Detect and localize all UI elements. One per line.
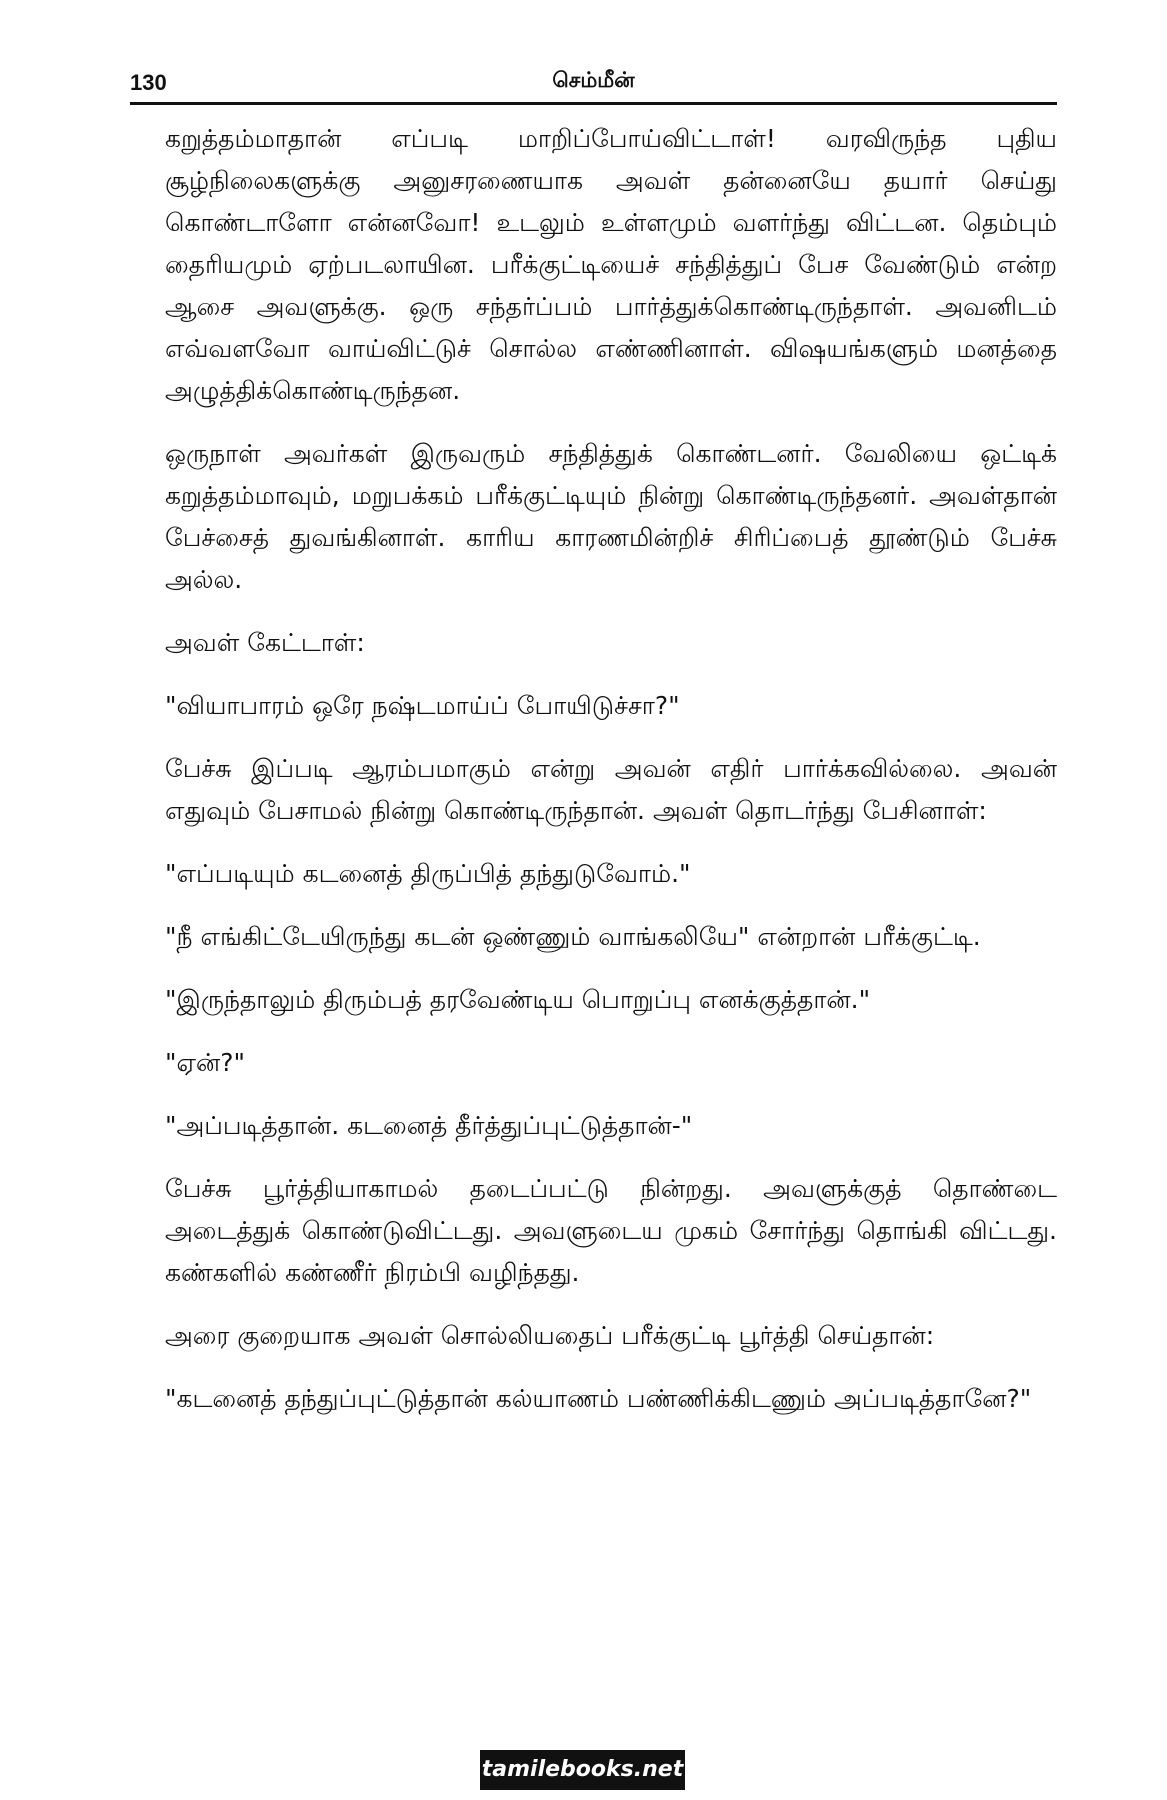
page-body: [165, 118, 1057, 1441]
paragraph: கறுத்தம்மாதான் எப்படி மாறிப்போய்விட்டாள்! வரவிருந்த புதிய சூழ்நிலைகளுக்கு அனுசரணையாக அவள் தன்னையே தயார் செய்து கொண்டாளோ என்னவோ! உடலும் உள்ளமும் வளர்ந்து விட்டன. தெம்பும் தைரியமும் ஏற்படலாயின. பரீக்குட்டியைச் சந்தித்துப் பேச வேண்டும் என்ற ஆசை அவளுக்கு. ஒரு சந்தர்ப்பம் பார்த்துக்கொண்டிருந்தாள். அவனிடம் எவ்வளவோ வாய்விட்டுச் சொல்ல எண்ணினாள். விஷயங்களும் மனத்தை அழுத்திக்கொண்டிருந்தன.: [165, 124, 1057, 405]
paragraph: "நீ எங்கிட்டேயிருந்து கடன் ஒண்ணும் வாங்கலியே" என்றான் பரீக்குட்டி.: [165, 922, 981, 951]
page-header: [130, 62, 1057, 105]
paragraph: "வியாபாரம் ஒரே நஷ்டமாய்ப் போயிடுச்சா?": [165, 691, 680, 720]
paragraph: அரை குறையாக அவள் சொல்லியதைப் பரீக்குட்டி பூர்த்தி செய்தான்:: [165, 1321, 935, 1350]
watermark: tamilebooks.net: [480, 1750, 685, 1790]
page-number: 130: [130, 70, 167, 95]
paragraph: பேச்சு இப்படி ஆரம்பமாகும் என்று அவன் எதிர் பார்க்கவில்லை. அவன் எதுவும் பேசாமல் நின்று கொண்டிருந்தான். அவள் தொடர்ந்து பேசினாள்:: [165, 754, 1057, 825]
paragraph: "இருந்தாலும் திரும்பத் தரவேண்டிய பொறுப்பு எனக்குத்தான்.": [165, 985, 871, 1014]
paragraph: அவள் கேட்டாள்:: [165, 628, 365, 657]
paragraph: பேச்சு பூர்த்தியாகாமல் தடைப்பட்டு நின்றது. அவளுக்குத் தொண்டை அடைத்துக் கொண்டுவிட்டது. அவளுடைய முகம் சோர்ந்து தொங்கி விட்டது. கண்களில் கண்ணீர் நிரம்பி வழிந்தது.: [165, 1174, 1057, 1287]
paragraph: "ஏன்?": [165, 1048, 245, 1077]
paragraph: "கடனைத் தந்துப்புட்டுத்தான் கல்யாணம் பண்ணிக்கிடணும் அப்படித்தானே?": [165, 1384, 1032, 1413]
paragraph: "எப்படியும் கடனைத் திருப்பித் தந்துடுவோம்.": [165, 859, 691, 888]
paragraph: "அப்படித்தான். கடனைத் தீர்த்துப்புட்டுத்தான்-": [165, 1111, 693, 1140]
running-title: செம்மீன்: [552, 68, 635, 92]
paragraph: ஒருநாள் அவர்கள் இருவரும் சந்தித்துக் கொண்டனர். வேலியை ஒட்டிக் கறுத்தம்மாவும், மறுபக்கம் பரீக்குட்டியும் நின்று கொண்டிருந்தனர். அவள்தான் பேச்சைத் துவங்கினாள். காரிய காரணமின்றிச் சிரிப்பைத் தூண்டும் பேச்சு அல்ல.: [165, 439, 1057, 594]
